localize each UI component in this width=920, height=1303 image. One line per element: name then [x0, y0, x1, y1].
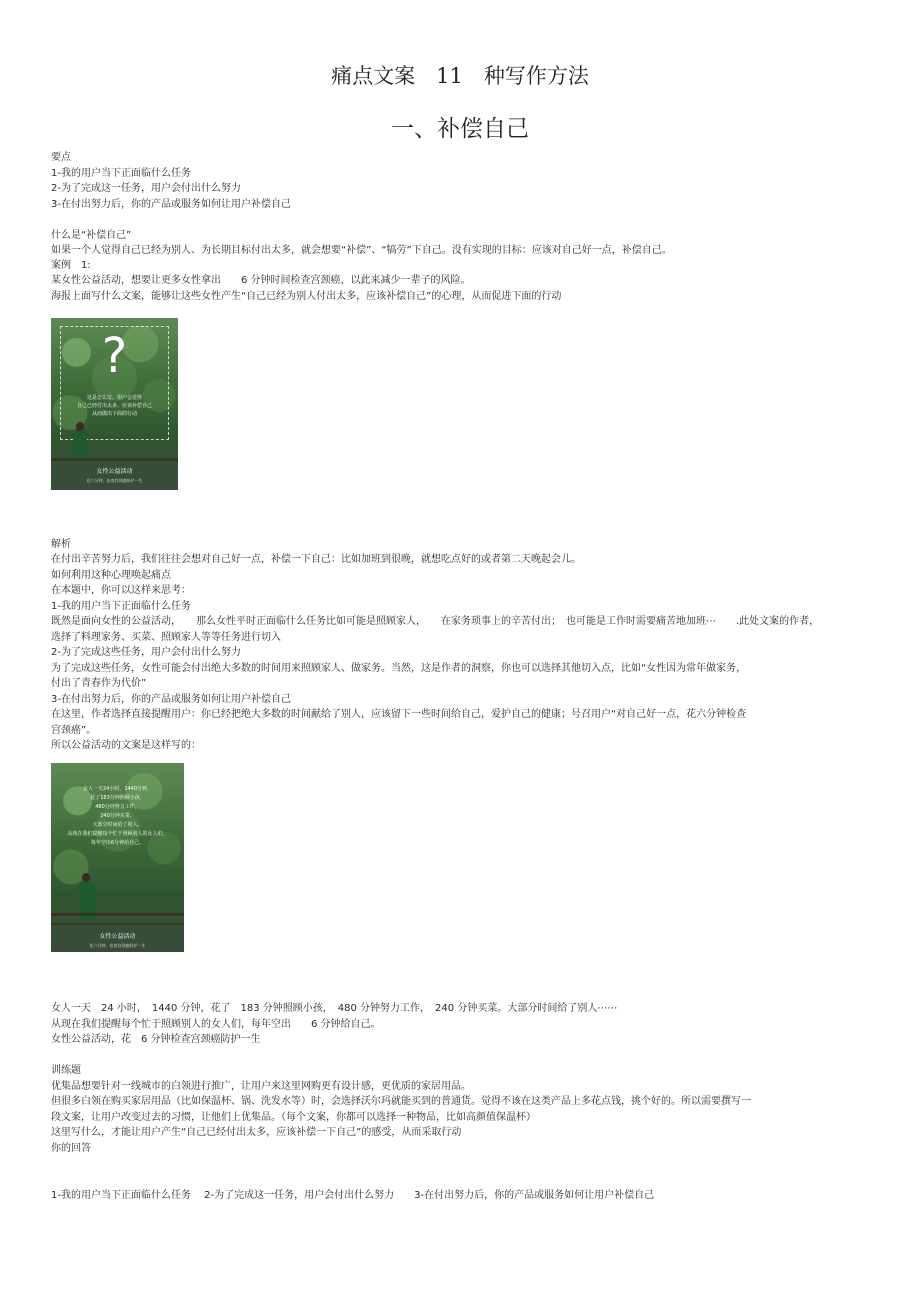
- text-line: 要点: [51, 152, 71, 163]
- text-line: 在这里，作者选择直接提醒用户：你已经把绝大多数的时间献给了别人，应该留下一些时间给自己，爱护自己的健康；号召用户“对自己好一点，花六分钟检查: [51, 709, 747, 720]
- poster-overlay-line: 这是怎么写、用户会觉得: [86, 395, 142, 401]
- text-line: 3-在付出努力后，你的产品或服务如何让用户补偿自己: [51, 694, 291, 705]
- campaign-poster-image-2: [51, 763, 184, 952]
- poster-overlay-line: 自己已经付出太多、应该补偿自己: [76, 403, 152, 409]
- poster-brand-sub: 花六分钟，检查宫颈癌防护一生: [89, 943, 146, 948]
- text-line: 解析: [51, 539, 71, 550]
- text-line: 为了完成这些任务，女性可能会付出绝大多数的时间用来照顾家人、做家务。当然，这是作者的洞察，你也可以选择其他切入点，比如“女性因为常年做家务，: [51, 663, 747, 674]
- poster-overlay-line: 大部分时间给了别人。: [92, 822, 143, 828]
- railing: [51, 913, 184, 916]
- poster-overlay-line: 女人一天24小时，1440分钟，: [82, 786, 153, 792]
- text-line: 1-我的用户当下正面临什么任务: [51, 168, 191, 179]
- poster-overlay-line: 花了183分钟照顾小孩，: [90, 795, 145, 801]
- text-line: 从现在我们提醒每个忙于照顾别人的女人们，每年空出 6 分钟给自己。: [51, 1019, 381, 1030]
- text-line: 海报上面写什么文案，能够让这些女性产生“自己已经为别人付出太多，应该补偿自己”的心理，从而促进下面的行动: [51, 291, 562, 302]
- question-mark-icon: ?: [101, 328, 128, 384]
- poster-overlay-text: [57, 785, 178, 848]
- text-line: 段文案，让用户改变过去的习惯，让他们上优集品。（每个文案，你都可以选择一种物品，比如高颜值保温杯）: [51, 1112, 536, 1123]
- text-line: 1-我的用户当下正面临什么任务: [51, 601, 191, 612]
- footer-line: 1-我的用户当下正面临什么任务 2-为了完成这一任务，用户会付出什么努力 3-在付出努力后，你的产品或服务如何让用户补偿自己: [51, 1190, 655, 1201]
- document-title: 痛点文案 11 种写作方法: [331, 64, 589, 88]
- text-line: 什么是“补偿自己”: [51, 230, 132, 241]
- poster-overlay-line: 从而做出下面的行动: [91, 411, 137, 417]
- poster-overlay-text: [57, 394, 172, 418]
- poster-brand-sub: 花六分钟，检查宫颈癌防护一生: [86, 478, 143, 483]
- poster-overlay-line: 240分钟买菜，: [100, 813, 135, 819]
- text-line: 如果一个人觉得自己已经为别人、为长期目标付出太多，就会想要“补偿”、“犒劳”下自己。没有实现的目标：应该对自己好一点，补偿自己。: [51, 245, 672, 256]
- text-line: 如何利用这种心理唤起痛点: [51, 570, 171, 581]
- text-line: 你的回答: [51, 1143, 91, 1154]
- text-line: 优集品想要针对一线城市的白领进行推广，让用户来这里网购更有设计感，更优质的家居用品。: [51, 1081, 471, 1092]
- text-line: 选择了料理家务、买菜、照顾家人等等任务进行切入: [51, 632, 281, 643]
- text-line: 女人一天 24 小时， 1440 分钟，花了 183 分钟照顾小孩， 480 分钟努力工作， 240 分钟买菜。大部分时间给了别人⋯⋯: [51, 1003, 618, 1014]
- text-line: 3-在付出努力后，你的产品或服务如何让用户补偿自己: [51, 199, 291, 210]
- railing: [51, 923, 184, 925]
- poster-brand: 女性公益活动: [99, 933, 136, 940]
- poster-overlay-line: 每年空出6分钟给自己。: [90, 840, 145, 846]
- text-line: 训练题: [51, 1065, 81, 1076]
- text-line: 所以公益活动的文案是这样写的：: [51, 740, 201, 751]
- text-line: 付出了青春作为代价”: [51, 678, 147, 689]
- text-line: 在本题中，你可以这样来思考：: [51, 585, 191, 596]
- text-line: 这里写什么，才能让用户产生“自己已经付出太多，应该补偿一下自己”的感受，从而采取行动: [51, 1127, 462, 1138]
- text-line: 2-为了完成这些任务，用户会付出什么努力: [51, 647, 241, 658]
- text-line: 女性公益活动，花 6 分钟检查宫颈癌防护一生: [51, 1034, 261, 1045]
- section-title: 一、补偿自己: [391, 116, 529, 142]
- woman-figure: [73, 430, 87, 460]
- text-line: 2-为了完成这一任务，用户会付出什么努力: [51, 183, 241, 194]
- poster-overlay-line: 480分钟努力工作，: [95, 804, 140, 810]
- text-line: 案例 1:: [51, 260, 91, 271]
- text-line: 既然是面向女性的公益活动， 那么女性平时正面临什么任务比如可能是照顾家人， 在家务琐事上的辛苦付出； 也可能是工作时需要痛苦地加班⋯ .此处文案的作者，: [51, 616, 820, 627]
- railing: [51, 458, 178, 461]
- poster-overlay-line: 从现在我们提醒每个忙于照顾别人的女人们，: [67, 831, 168, 837]
- text-line: 在付出辛苦努力后，我们往往会想对自己好一点，补偿一下自己：比如加班到很晚，就想吃点好的或者第二天晚起会儿。: [51, 554, 581, 565]
- campaign-poster-image-1: [51, 318, 178, 490]
- text-line: 宫颈癌”。: [51, 725, 97, 736]
- poster-brand: 女性公益活动: [96, 468, 133, 475]
- text-line: 某女性公益活动，想要让更多女性拿出 6 分钟时间检查宫颈癌，以此来减少一辈子的风险。: [51, 275, 471, 286]
- text-line: 但很多白领在购买家居用品（比如保温杯、锅、洗发水等）时，会选择沃尔玛就能买到的普通货。觉得不该在这类产品上多花点钱，挑个好的。所以需要撰写一: [51, 1096, 751, 1107]
